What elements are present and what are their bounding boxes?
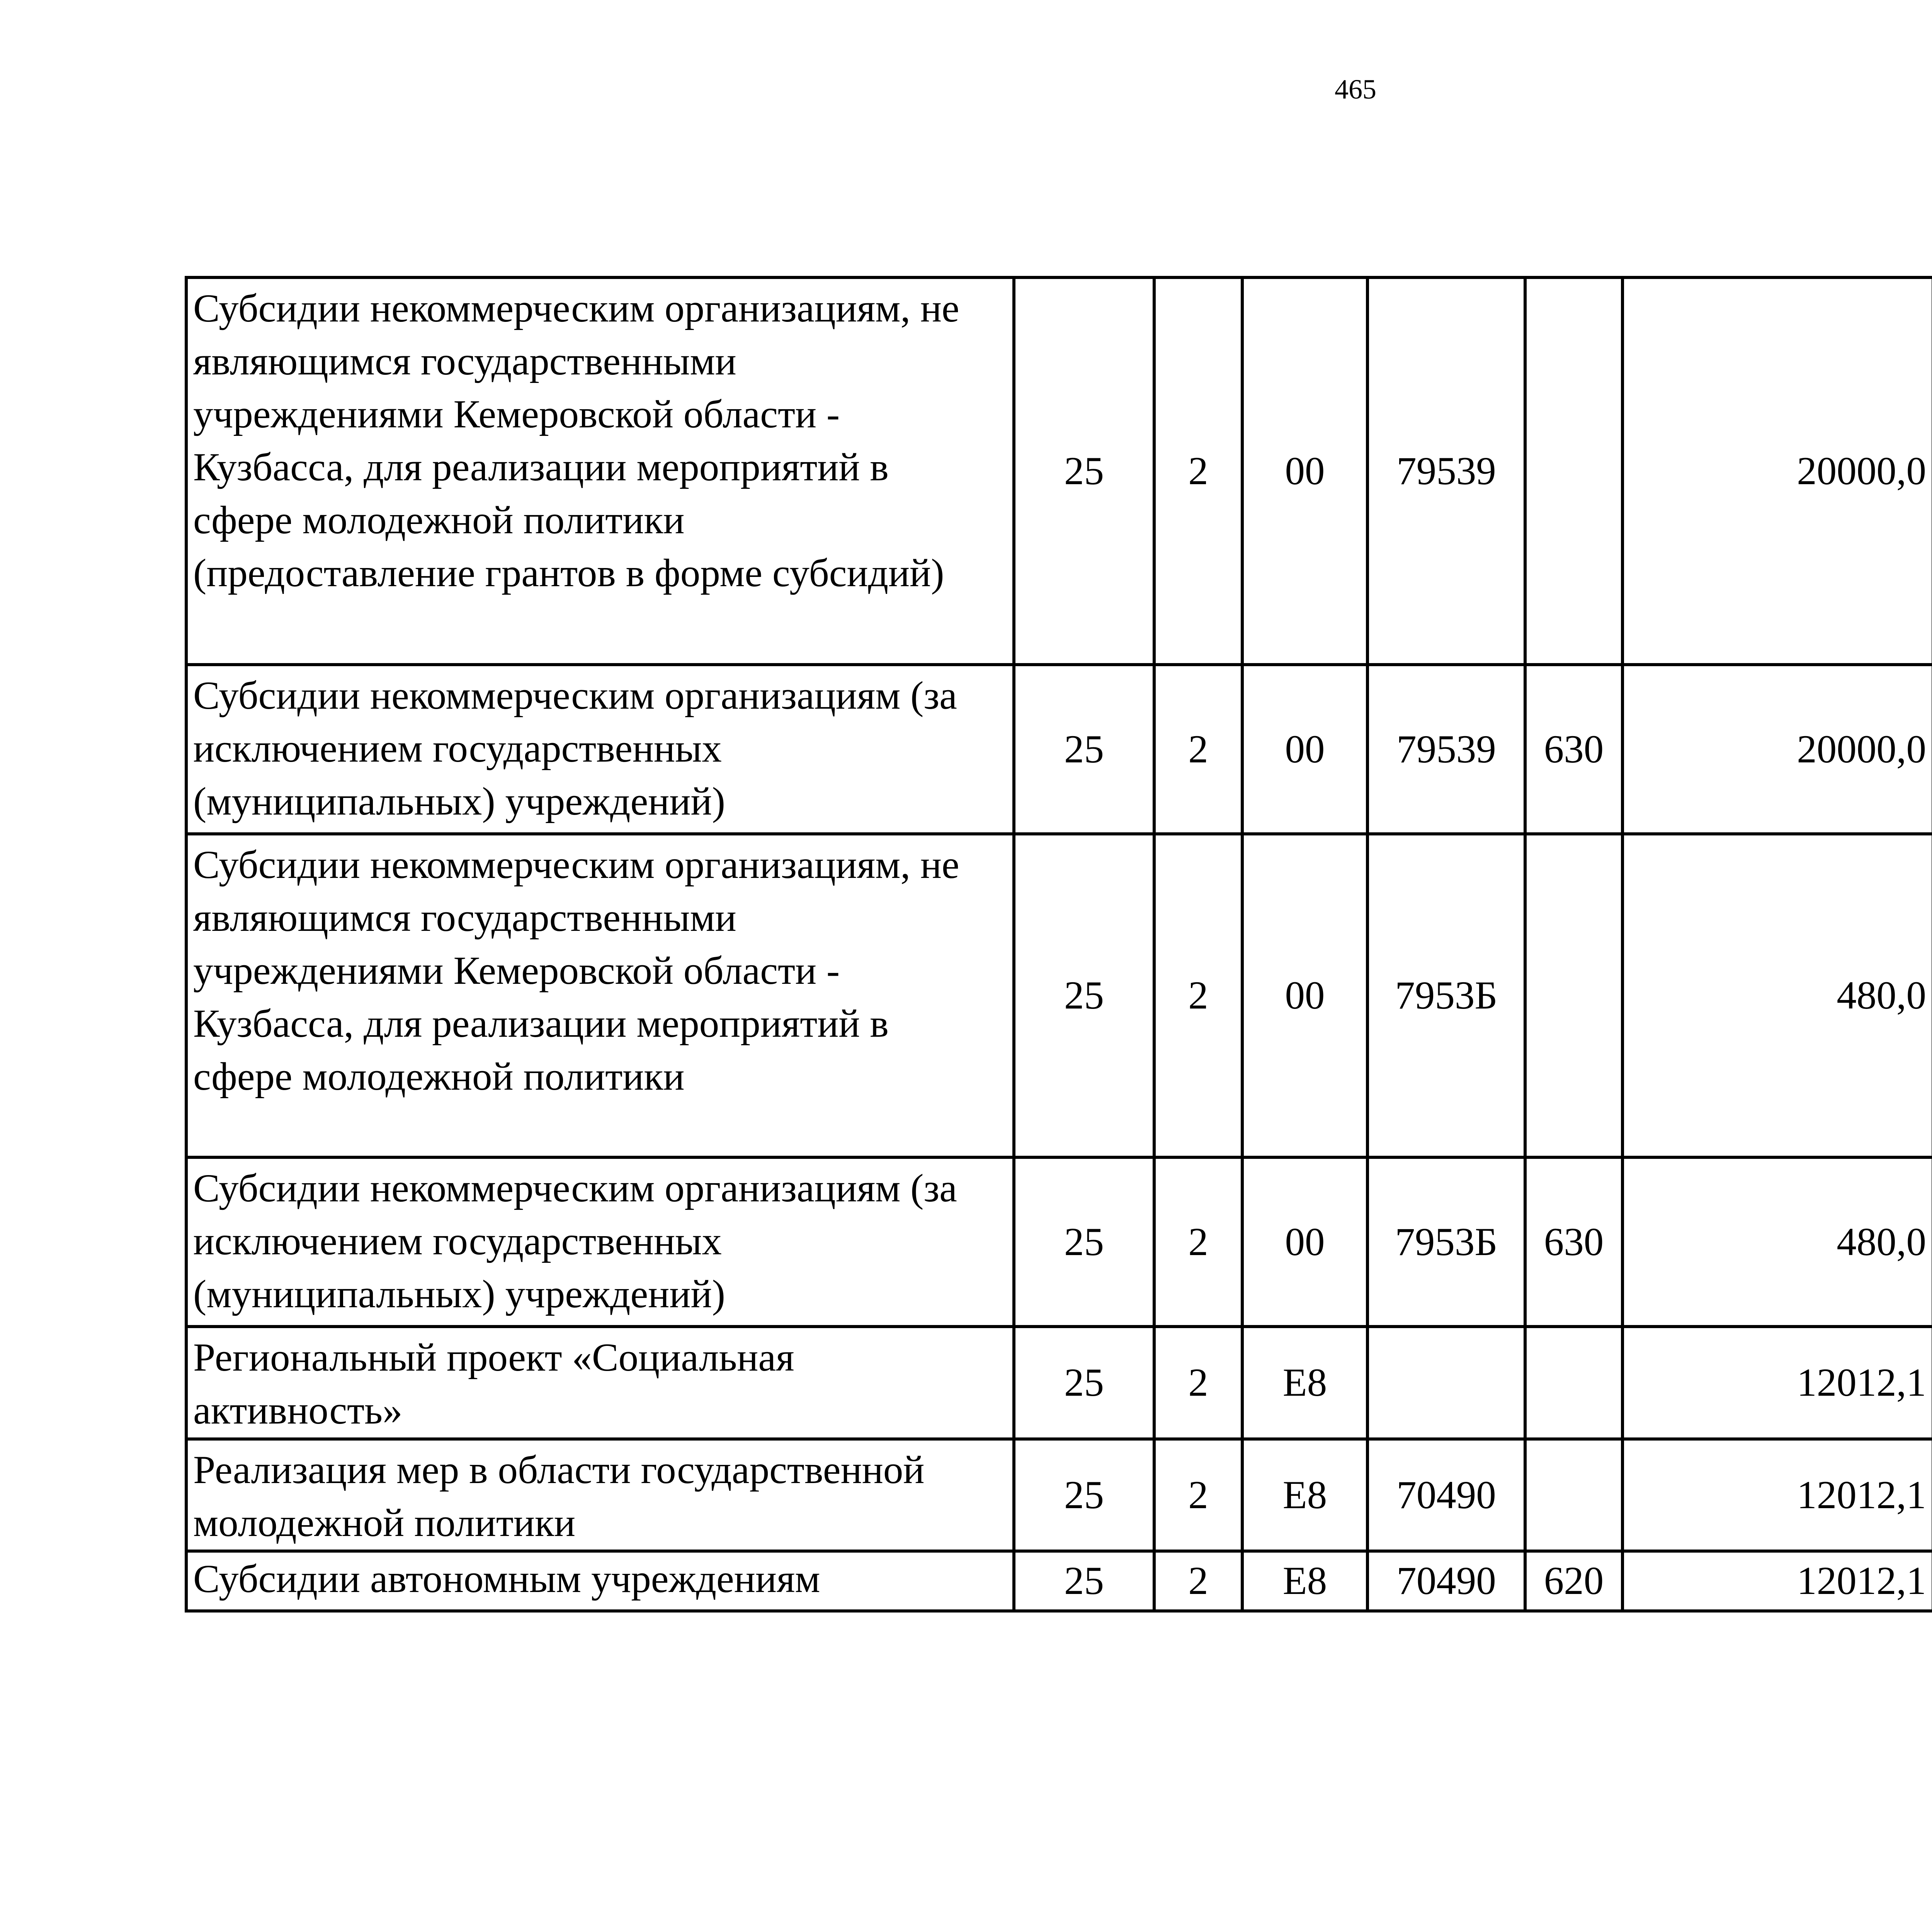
code-cell: 79539: [1367, 665, 1525, 834]
row-name: Субсидии некоммерческим организациям, не являющимся государственными учреждениями Кемеровской области - Кузбасса, для реализации мероприятий в сфере молодежной политики: [186, 834, 1014, 1157]
amount-cell: 480,0: [1622, 834, 1932, 1157]
code-cell: 2: [1154, 834, 1242, 1157]
code-cell: 630: [1525, 665, 1622, 834]
table-row: [186, 277, 1932, 665]
amount-cell: 12012,1: [1622, 1327, 1932, 1439]
code-cell: 2: [1154, 1327, 1242, 1439]
code-cell: 2: [1154, 277, 1242, 665]
table-row: [186, 1439, 1932, 1551]
code-cell: 70490: [1367, 1439, 1525, 1551]
code-cell: 25: [1014, 1327, 1154, 1439]
amount-cell: 20000,0: [1622, 665, 1932, 834]
code-cell: 25: [1014, 1439, 1154, 1551]
code-cell: 00: [1242, 665, 1367, 834]
table-row: [186, 1551, 1932, 1611]
row-name: Региональный проект «Социальная активность»: [186, 1327, 1014, 1439]
code-cell: 7953Б: [1367, 834, 1525, 1157]
code-cell: 25: [1014, 1157, 1154, 1327]
amount-cell: 480,0: [1622, 1157, 1932, 1327]
table-row: [186, 834, 1932, 1157]
code-cell: 25: [1014, 665, 1154, 834]
row-name: Субсидии автономным учреждениям: [186, 1551, 1014, 1611]
code-cell: 25: [1014, 1551, 1154, 1611]
table-row: [186, 1327, 1932, 1439]
code-cell: 00: [1242, 834, 1367, 1157]
row-name: Субсидии некоммерческим организациям (за исключением государственных (муниципальных) учреждений): [186, 665, 1014, 834]
amount-cell: 12012,1: [1622, 1551, 1932, 1611]
row-name: Субсидии некоммерческим организациям, не являющимся государственными учреждениями Кемеровской области - Кузбасса, для реализации мероприятий в сфере молодежной политики (предоставление грантов в форме субсидий): [186, 277, 1014, 665]
table-row: [186, 665, 1932, 834]
code-cell: 2: [1154, 665, 1242, 834]
code-cell: Е8: [1242, 1327, 1367, 1439]
code-cell: 70490: [1367, 1551, 1525, 1611]
code-cell: 25: [1014, 277, 1154, 665]
code-cell: 00: [1242, 1157, 1367, 1327]
code-cell: 7953Б: [1367, 1157, 1525, 1327]
code-cell: 620: [1525, 1551, 1622, 1611]
code-cell: 2: [1154, 1157, 1242, 1327]
page-number: 465: [1335, 74, 1376, 105]
code-cell: 00: [1242, 277, 1367, 665]
code-cell: [1367, 1327, 1525, 1439]
row-name: Субсидии некоммерческим организациям (за исключением государственных (муниципальных) учреждений): [186, 1157, 1014, 1327]
table-row: [186, 1157, 1932, 1327]
amount-cell: 20000,0: [1622, 277, 1932, 665]
budget-table: [185, 276, 1932, 1613]
code-cell: [1525, 1439, 1622, 1551]
code-cell: [1525, 834, 1622, 1157]
code-cell: Е8: [1242, 1551, 1367, 1611]
code-cell: 25: [1014, 834, 1154, 1157]
code-cell: 2: [1154, 1439, 1242, 1551]
code-cell: [1525, 277, 1622, 665]
code-cell: 2: [1154, 1551, 1242, 1611]
amount-cell: 12012,1: [1622, 1439, 1932, 1551]
code-cell: 630: [1525, 1157, 1622, 1327]
row-name: Реализация мер в области государственной молодежной политики: [186, 1439, 1014, 1551]
code-cell: [1525, 1327, 1622, 1439]
code-cell: Е8: [1242, 1439, 1367, 1551]
code-cell: 79539: [1367, 277, 1525, 665]
